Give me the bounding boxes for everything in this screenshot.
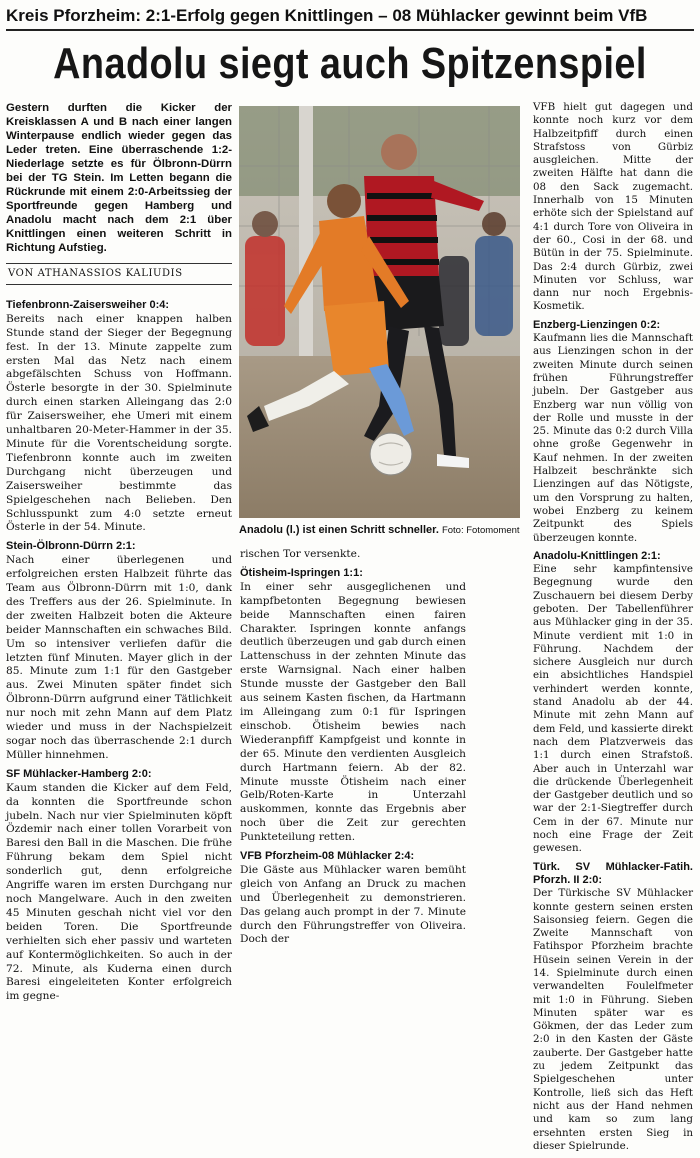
- section-title: SF Mühlacker-Hamberg 2:0:: [6, 767, 152, 780]
- section-title: Türk. SV Mühlacker-Fatih. Pforzh. II 2:0:: [533, 860, 693, 886]
- photo-credit: Foto: Fotomoment: [441, 525, 520, 536]
- section-title: Ötisheim-Ispringen 1:1:: [240, 566, 363, 579]
- photo-caption: [239, 524, 529, 536]
- section-title: VFB Pforzheim-08 Mühlacker 2:4:: [240, 850, 415, 863]
- column-2: [240, 548, 466, 952]
- section-title: Anadolu-Knittlingen 2:1:: [533, 549, 661, 562]
- headline: Anadolu siegt auch Spitzenspiel: [53, 39, 647, 88]
- section-text: In einer sehr ausgeglichenen und kampfbetonten Begegnung bewiesen beide Mannschaften einen fairen Charakter. Ispringen konnte anfangs deutlich überzeugen und gab durch einen Lattenschuss in der zehnten Minute das erste Warnsignal. Nach einer halben Stunde musste der Gastgeber den Ball aus seinem Kasten fischen, da Hartmann im Alleingang zum 0:1 für Ispringen einschob. Ötisheim bewies nach Wiederanpfiff Kampfgeist und konnte in der 65. Minute den verdienten Ausgleich durch Hartmann feiern. Ab der 82. Minute musste Ötisheim nach einer Gelb/Roten-Karte in Unterzahl auskommen, konnte das Ergebnis aber noch über die Zeit zur gerechten Punkteteilung retten.: [240, 580, 466, 844]
- section-text: Kaum standen die Kicker auf dem Feld, da konnten die Sportfreunde schon jubeln. Nach nur vier Spielminuten köpft Özdemir nach einer tollen Vorarbeit von Baresi den Ball in die Maschen. Die frühe Führung bekam dem Spiel nicht sonderlich gut, denn erfolgreiche Angriffe waren im ersten Durchgang nur noch Mangelware. Auch in den zweiten 45 Minuten geschah nicht viel vor den beiden Toren. Die Sportfreunde verhielten sich eher passiv und warteten auf Kontermöglichkeiten. So auch in der 72. Minute, als Kuderna einen durch Baresi eingeleiteten Konter erfolgreich im gegne-: [6, 781, 232, 1003]
- byline: VON ATHANASSIOS KALIUDIS: [6, 263, 232, 285]
- section-text: rischen Tor versenkte.: [240, 548, 361, 560]
- section-text: Nach einer überlegenen und erfolgreichen ersten Halbzeit führte das Team aus Ölbronn-Dürrn mit 1:0, dank des Treffers aus der 26. Spielminute. In der zweiten Halbzeit boten die Akteure beider Mannschaften ein schwaches Bild. Um so intensiver verliefen dafür die letzten fünf Minuten. Mayer glich in der 85. Minute zum 1:1 für den Gastgeber aus. Zwei Minuten später findet sich Ölbronn-Dürrn aufgrund einer Tätlichkeit nur noch mit zehn Mann auf dem Platz wieder und muss in der Nachspielzeit sogar noch das überraschende 2:1 durch Müller hinnehmen.: [6, 554, 232, 761]
- section-text: Eine sehr kampfintensive Begegnung wurde den Zuschauern bei diesem Derby geboten. Der Tabellenführer aus Mühlacker ging in der 35. Minute verdient mit 1:0 in Führung. Nachdem der sichere Ausgleich nur durch ein absichtliches Handspiel verhindert werden konnte, stand Anadolu ab der 44. Minute mit zehn Mann auf dem Feld, und kassierte direkt nach dem Platzverweis das 1:1 durch einen Strafstoß. Aber auch in Unterzahl war die drückende Überlegenheit der Gastgeber deutlich und so war der 2:1-Siegtreffer durch Cem in der 67. Minute nur noch eine Frage der Zeit gewesen.: [533, 563, 693, 855]
- column-1: [6, 101, 232, 1009]
- section-title: Stein-Ölbronn-Dürrn 2:1:: [6, 540, 136, 553]
- section-text: Die Gäste aus Mühlacker waren bemüht gleich von Anfang an Druck zu machen und Überlegenheit zu demonstrieren. Das gelang auch prompt in der 7. Minute durch den Führungstreffer von Oliveira. Doch der: [240, 863, 466, 946]
- section-text: VFB hielt gut dagegen und konnte noch kurz vor dem Halbzeitpfiff durch einen Strafstoss von Gürbiz ausgleichen. Mitte der zweiten Hälfte hat dann die 08 den Sack zugemacht. Innerhalb von 15 Minuten erhöte sich der Spielstand auf 4:1 durch Tore von Oliveira in der 60., Cosi in der 68. und Bütün in der 75. Spielminute. Das 2:4 durch Gürbiz, zwei Minuten vor Schluss, war dann nur noch Ergebnis-Kosmetik.: [533, 101, 693, 313]
- football-photo: [239, 106, 520, 518]
- caption-text: Anadolu (l.) ist einen Schritt schneller.: [239, 524, 439, 536]
- column-3: [533, 101, 693, 1158]
- section-title: Tiefenbronn-Zaisersweiher 0:4:: [6, 298, 170, 311]
- section-text: Der Türkische SV Mühlacker konnte gestern seinen ersten Saisonsieg feiern. Gegen die Zweite Mannschaft von Fatihspor Pforzheim brachte Hüsein seinen Verein in der 14. Spielminute durch einen verwandelten Foulelfmeter mit 1:0 in Führung. Sieben Minuten später war es Gökmen, der das Leder zum 2:0 in den Kasten der Gäste zauberte. Der Gastgeber hatte zu jedem Zeitpunkt das Spielgeschehen unter Kontrolle, ließ sich das Heft nicht aus der Hand nehmen und kam so zum lang ersehnten ersten Sieg in dieser Spielrunde.: [533, 887, 693, 1152]
- section-text: Bereits nach einer knappen halben Stunde stand der Sieger der Begegnung fest. In der 13. Minute zappelte zum ersten Mal das Netz nach einem abgefälschten Schuss von Hoffmann. Österle besorgte in der 30. Spielminute durch einen starken Alleingang das 2:0 für Zaisersweiher, ehe Umeri mit einem unhaltbaren 20-Meter-Hammer in der 35. Minute für die Vorentscheidung sorgte. Tiefenbronn konnte auch im zweiten Durchgang nicht überzeugen und Zaisersweiher bestimmte das Spielgeschehen nach Belieben. Den Schlusspunkt zum 4:0 setzte erneut Österle in der 54. Minute.: [6, 312, 232, 534]
- section-title: Enzberg-Lienzingen 0:2:: [533, 318, 661, 331]
- section-text: Kaufmann lies die Mannschaft aus Lienzingen schon in der zweiten Minute durch seinen frühen Führungstreffer jubeln. Der Gastgeber aus Enzberg war nun völlig von der Rolle und musste in der 25. Minute das 0:2 durch Villa ohne große Gegenwehr in Kauf nehmen. In der zweiten Halbzeit beschränkte sich Lienzingen auf das Nötigste, um den Vorsprung zu halten, wobei Enzberg zu keinem Zeitpunkt des Spiels überzeugen konnte.: [533, 332, 693, 544]
- lead-paragraph: Gestern durften die Kicker der Kreisklassen A und B nach einer langen Winterpause endlich wieder gegen das Leder treten. Eine überraschende 1:2-Niederlage setzte es für Ölbronn-Dürrn bei der TG Stein. Im Letten begann die Rückrunde mit einem 2:0-Arbeitssieg der Sportfreunde gegen Hamberg und Anadolu macht nach dem 2:1 über Knittlingen einen weiteren Schritt in Richtung Aufstieg.: [6, 102, 232, 254]
- kicker-line: Kreis Pforzheim: 2:1-Erfolg gegen Knittlingen – 08 Mühlacker gewinnt beim VfB: [6, 3, 694, 31]
- photo-illustration: [239, 106, 520, 518]
